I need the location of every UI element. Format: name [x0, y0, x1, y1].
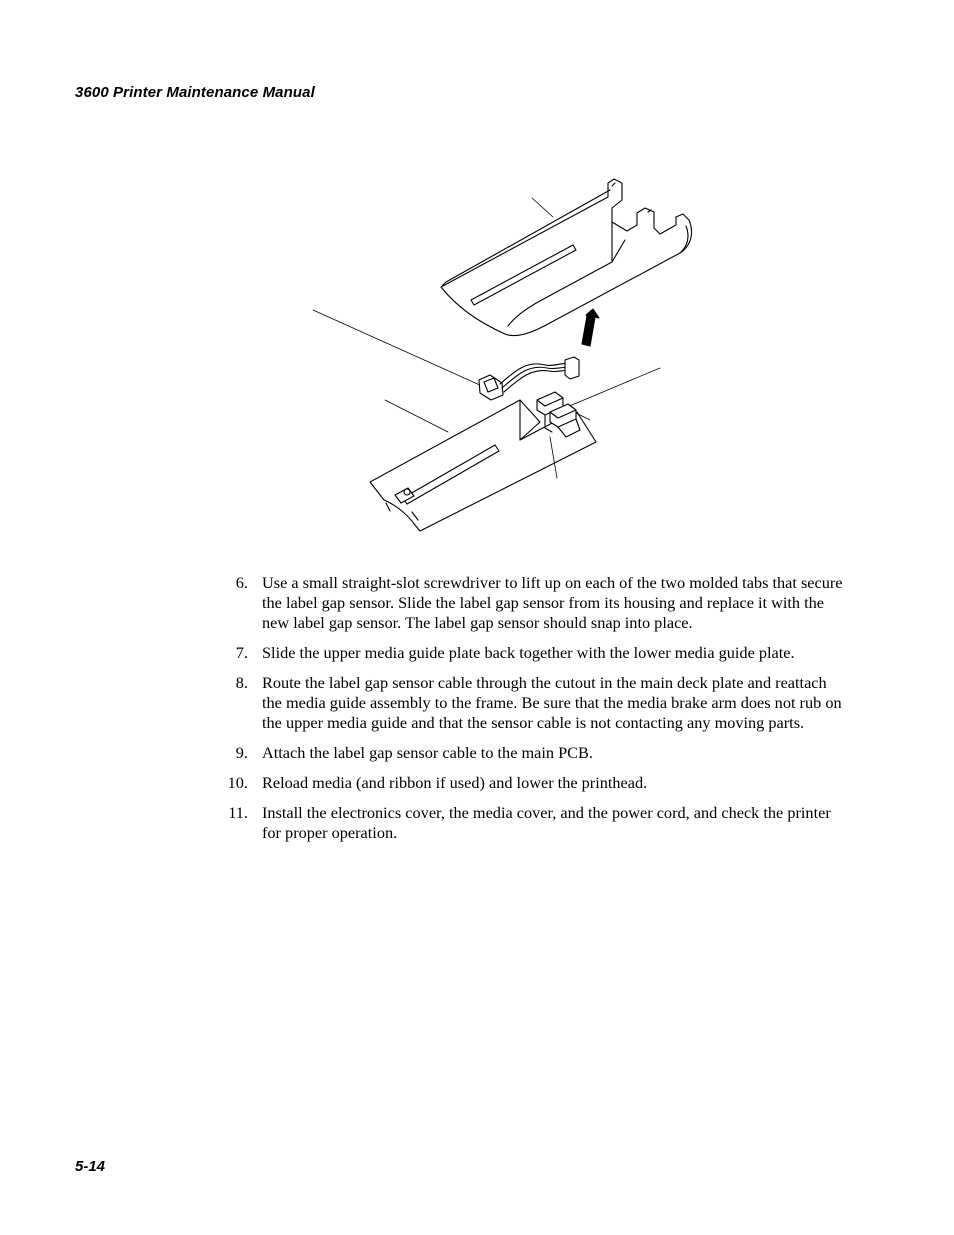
lift-up-arrow	[582, 309, 599, 346]
procedure-step	[220, 673, 845, 733]
sensor-housing-molded-tabs	[537, 392, 580, 437]
step-number: 6.	[235, 573, 248, 592]
step-number: 8.	[235, 673, 248, 692]
procedure-step	[220, 743, 845, 763]
upper-media-guide-plate	[441, 179, 692, 336]
leader-lines	[313, 198, 660, 478]
procedure-step	[220, 773, 845, 793]
step-text: Attach the label gap sensor cable to the main PCB.	[262, 743, 593, 762]
step-text: Route the label gap sensor cable through the cutout in the main deck plate and reattach the media guide assembly to the frame. Be sure that the media brake arm does not rub on the upper media guide and that the sensor cable is not contacting any moving parts.	[262, 673, 842, 732]
step-text: Reload media (and ribbon if used) and lower the printhead.	[262, 773, 648, 792]
step-text: Install the electronics cover, the media cover, and the power cord, and check the printer for proper operation.	[262, 803, 831, 842]
label-gap-sensor	[479, 357, 579, 400]
step-number: 7.	[235, 643, 248, 662]
running-header: 3600 Printer Maintenance Manual	[75, 84, 315, 101]
step-number: 9.	[235, 743, 248, 762]
step-number: 10.	[227, 773, 248, 792]
procedure-step	[220, 573, 845, 633]
procedure-steps-list	[220, 573, 845, 853]
step-number: 11.	[228, 803, 248, 822]
step-text: Use a small straight-slot screwdriver to lift up on each of the two molded tabs that secure the label gap sensor. Slide the label gap sensor from its housing and replace it with the new label gap sensor. The label gap sensor should snap into place.	[262, 573, 843, 632]
step-text: Slide the upper media guide plate back together with the lower media guide plate.	[262, 643, 795, 662]
page-number: 5-14	[75, 1158, 106, 1175]
media-guide-exploded-illustration	[300, 160, 700, 545]
procedure-step	[220, 803, 845, 843]
procedure-step	[220, 643, 845, 663]
